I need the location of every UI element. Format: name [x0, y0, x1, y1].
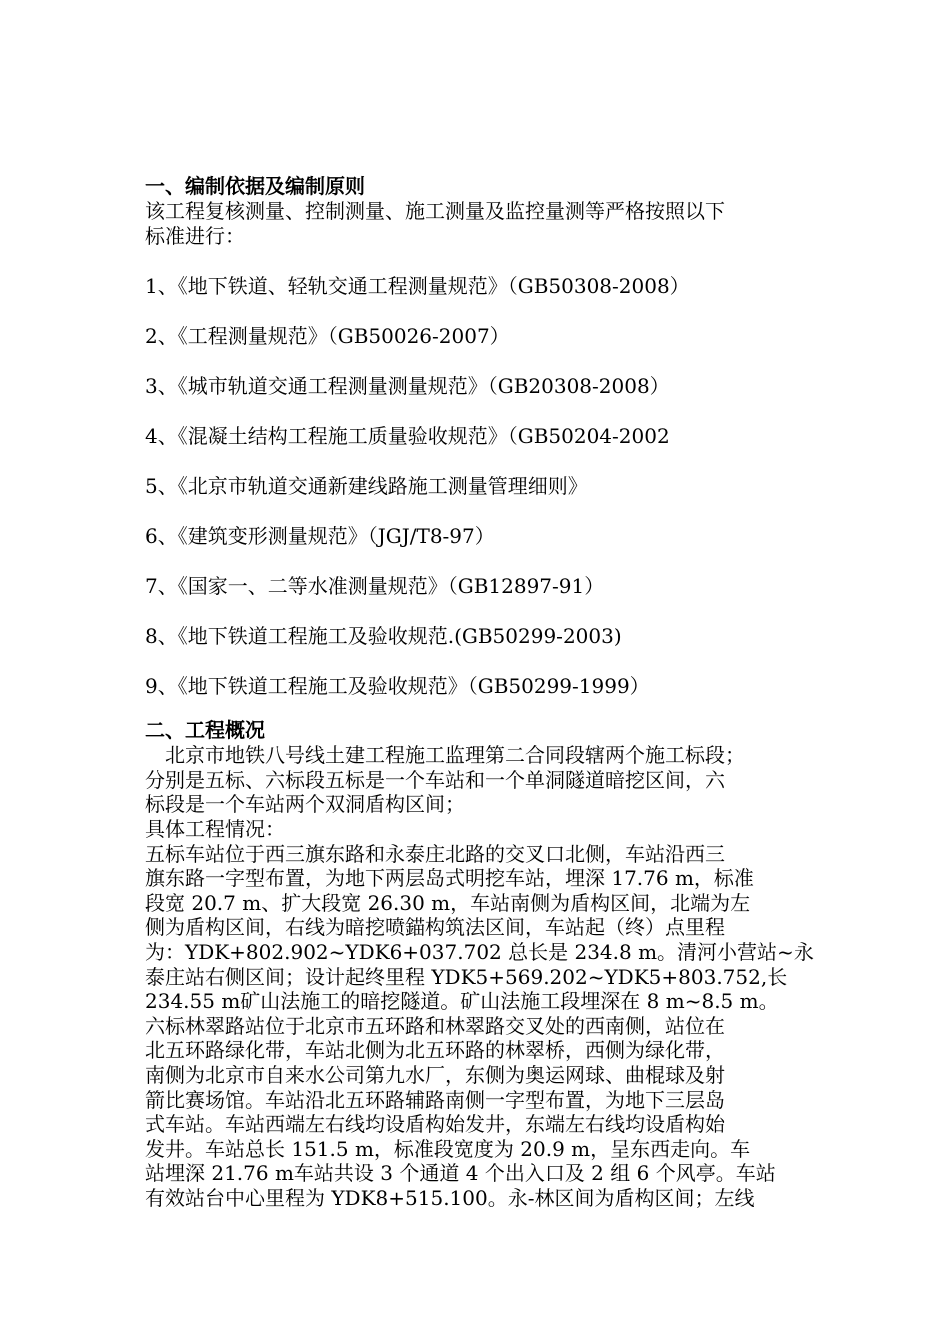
body-line: 234.55 m矿山法施工的暗挖隧道。矿山法施工段埋深在 8 m~8.5 m。: [145, 989, 779, 1014]
section1-heading: 一、编制依据及编制原则: [145, 174, 365, 198]
body-line: 式车站。车站西端左右线均设盾构始发井，东端左右线均设盾构始: [145, 1112, 725, 1137]
intro-line: 该工程复核测量、控制测量、施工测量及监控量测等严格按照以下: [145, 199, 725, 223]
body-line: 发井。车站总长 151.5 m，标准段宽度为 20.9 m，呈东西走向。车: [145, 1136, 751, 1161]
body-line: 北京市地铁八号线土建工程施工监理第二合同段辖两个施工标段；: [145, 743, 745, 768]
body-line: 北五环路绿化带，车站北侧为北五环路的林翠桥，西侧为绿化带，: [145, 1038, 725, 1063]
body-line: 具体工程情况：: [145, 816, 285, 841]
body-line: 旗东路一字型布置，为地下两层岛式明挖车站，埋深 17.76 m，标准: [145, 866, 754, 891]
body-line: 站埋深 21.76 m车站共设 3 个通道 4 个出入口及 2 组 6 个风亭。车站: [145, 1161, 776, 1186]
reference-item: 6、《建筑变形测量规范》（JGJ/T8-97）: [145, 524, 495, 549]
intro-line: 标准进行：: [145, 223, 245, 248]
reference-item: 9、《地下铁道工程施工及验收规范》（GB50299-1999）: [145, 674, 650, 699]
section2-heading: 二、工程概况: [145, 718, 265, 743]
body-line: 有效站台中心里程为 YDK8+515.100。永-林区间为盾构区间；左线: [145, 1185, 755, 1210]
body-line: 箭比赛场馆。车站沿北五环路辅路南侧一字型布置，为地下三层岛: [145, 1087, 725, 1112]
body-line: 五标车站位于西三旗东路和永泰庄北路的交叉口北侧，车站沿西三: [145, 841, 725, 866]
reference-item: 1、《地下铁道、轻轨交通工程测量规范》（GB50308-2008）: [145, 274, 690, 299]
body-line: 分别是五标、六标段五标是一个车站和一个单洞隧道暗挖区间，六: [145, 767, 725, 792]
body-line: 南侧为北京市自来水公司第九水厂，东侧为奥运网球、曲棍球及射: [145, 1062, 725, 1087]
section1-intro: [145, 199, 825, 248]
reference-item: 4、《混凝土结构工程施工质量验收规范》（GB50204-2002: [145, 424, 670, 449]
body-line: 六标林翠路站位于北京市五环路和林翠路交叉处的西南侧，站位在: [145, 1013, 725, 1038]
reference-list: [145, 274, 825, 698]
section2-body: [145, 743, 825, 1210]
reference-item: 5、《北京市轨道交通新建线路施工测量管理细则》: [145, 474, 588, 499]
reference-item: 7、《国家一、二等水准测量规范》（GB12897-91）: [145, 574, 605, 599]
reference-item: 8、《地下铁道工程施工及验收规范.(GB50299-2003): [145, 624, 622, 649]
body-line: 为：YDK+802.902~YDK6+037.702 总长是 234.8 m。清河小营站~永: [145, 939, 814, 964]
body-line: 泰庄站右侧区间；设计起终里程 YDK5+569.202~YDK5+803.752,长: [145, 964, 788, 989]
document-page: [145, 174, 825, 1210]
body-line: 标段是一个车站两个双洞盾构区间；: [145, 792, 465, 817]
body-line: 侧为盾构区间，右线为暗挖喷錨构筑法区间，车站起（终）点里程: [145, 915, 725, 940]
reference-item: 3、《城市轨道交通工程测量测量规范》（GB20308-2008）: [145, 374, 670, 399]
reference-item: 2、《工程测量规范》（GB50026-2007）: [145, 324, 510, 349]
body-line: 段宽 20.7 m、扩大段宽 26.30 m，车站南侧为盾构区间，北端为左: [145, 890, 751, 915]
